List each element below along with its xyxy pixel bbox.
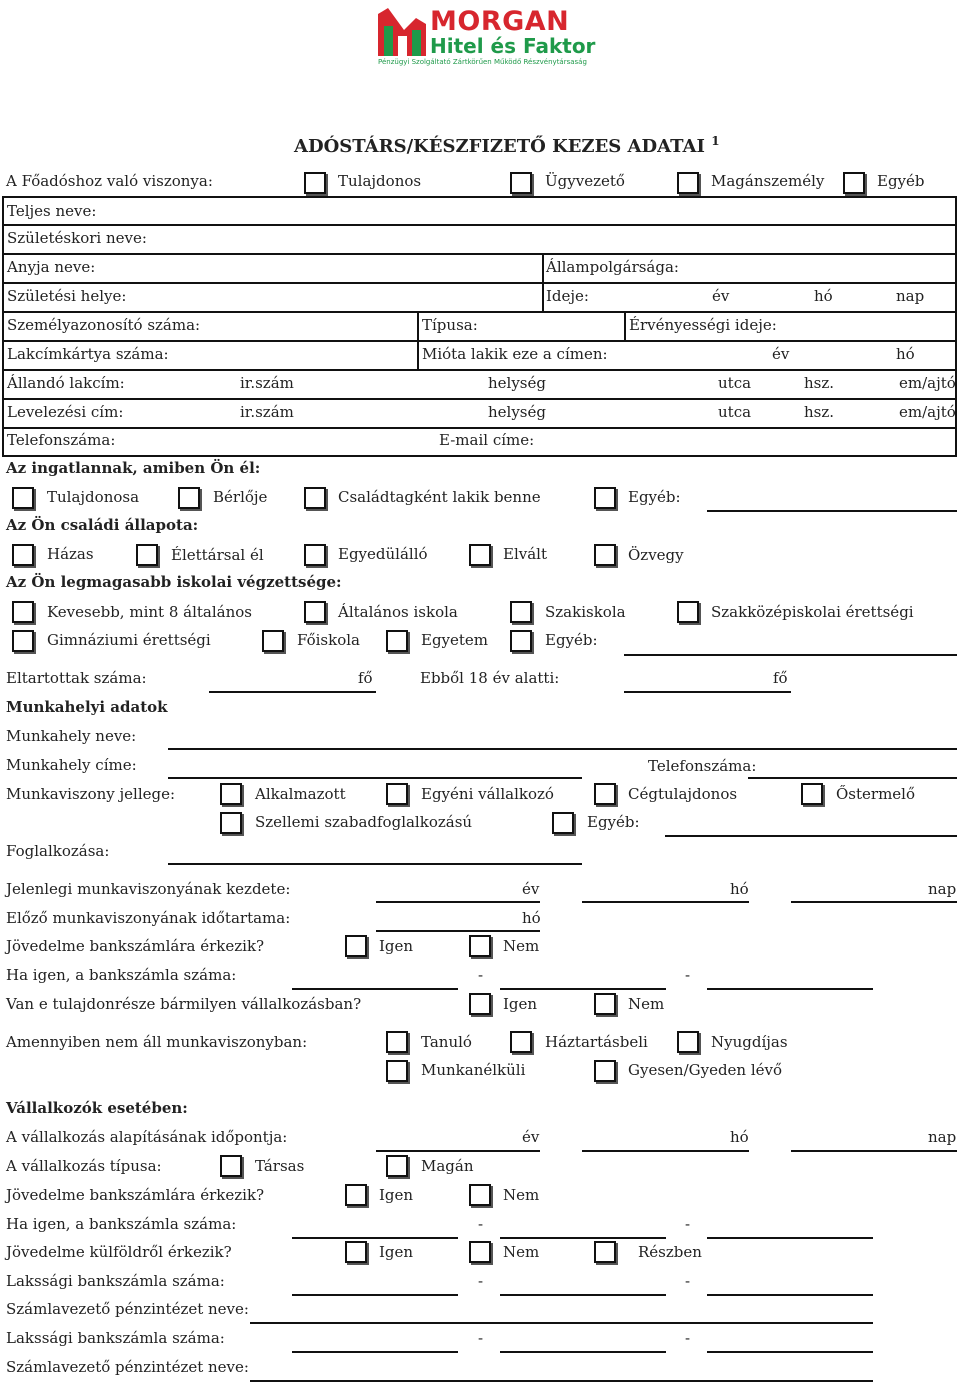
founded-month-line[interactable] [582,1150,749,1152]
previous-work-unit: hó [522,909,541,927]
work-bank-number-label: Ha igen, a bankszámla száma: [6,966,237,984]
dependents-label: Eltartottak száma: [6,669,147,687]
marital-option-label: Élettársal él [171,546,264,564]
education-checkbox-egyeb[interactable] [510,630,532,652]
nowork-checkbox-nyugdijas[interactable] [677,1031,699,1053]
form-title-text: ADÓSTÁRS/KÉSZFIZETŐ KEZES ADATAI [294,136,705,157]
education-heading: Az Ön legmagasabb iskolai végzettsége: [6,573,342,591]
zip-unit: ir.szám [240,403,294,421]
work-type-option-label: Őstermelő [836,785,915,803]
id-type-label: Típusa: [422,316,478,334]
education-other-line[interactable] [624,654,957,656]
property-other-line[interactable] [707,510,957,512]
ent-bank-number-dash-2: - [685,1215,691,1233]
work-bank-income-no-label: Nem [503,937,540,955]
work-phone-label: Telefonszáma: [648,757,757,775]
floor-door-unit: em/ajtó [899,403,956,421]
relation-option-label: Tulajdonos [338,172,422,190]
foreign-income-yes-checkbox[interactable] [345,1241,367,1263]
founded-label: A vállalkozás alapításának időpontja: [6,1128,288,1146]
phone-label: Telefonszáma: [7,431,116,449]
education-checkbox-less8[interactable] [12,601,34,623]
retail-account-2-line-2[interactable] [500,1351,666,1353]
full-name-label: Teljes neve: [7,202,97,220]
property-checkbox-csaladtag[interactable] [304,487,326,509]
floor-door-unit: em/ajtó [899,374,956,392]
work-type-option-label: Egyéb: [587,813,640,831]
occupation-label: Foglalkozása: [6,842,110,860]
logo-bars-icon [376,6,428,58]
birth-name-label: Születéskori neve: [7,229,147,247]
logo-subtitle: Hitel és Faktor [430,34,596,58]
form-title [294,134,720,157]
founded-month-unit: hó [730,1128,749,1146]
work-start-year-line[interactable] [376,901,540,903]
foreign-income-no-label: Nem [503,1243,540,1261]
marital-checkbox-egyedulallo[interactable] [304,544,326,566]
foreign-income-yes-label: Igen [379,1243,414,1261]
marital-option-label: Elvált [503,545,547,563]
education-checkbox-altalanos[interactable] [304,601,326,623]
nowork-checkbox-gyes[interactable] [594,1060,616,1082]
relation-option-label: Magánszemély [711,172,825,190]
retail-account-dash-1: - [478,1272,484,1290]
living-since-label: Mióta lakik eze a címen: [422,345,608,363]
occupation-line[interactable] [168,863,582,865]
ent-bank-income-yes-checkbox[interactable] [345,1184,367,1206]
property-option-label: Bérlője [213,488,268,506]
work-type-checkbox-alkalmazott[interactable] [220,783,242,805]
education-option-label: Szakiskola [545,603,626,621]
birth-date-label: Ideje: [546,287,589,305]
dependents-line[interactable] [209,691,376,693]
ent-bank-number-dash-1: - [478,1215,484,1233]
work-bank-income-no-checkbox[interactable] [469,935,491,957]
retail-account-2-dash-1: - [478,1329,484,1347]
work-start-label: Jelenlegi munkaviszonyának kezdete: [6,880,291,898]
marital-heading: Az Ön családi állapota: [6,516,199,534]
retail-account-label: Lakssági bankszámla száma: [6,1272,225,1290]
id-number-label: Személyazonosító száma: [7,316,201,334]
work-type-checkbox-ostermelo[interactable] [801,783,823,805]
relation-option-label: Egyéb [877,172,925,190]
permanent-address-label: Állandó lakcím: [7,374,125,392]
foreign-income-no-checkbox[interactable] [469,1241,491,1263]
marital-option-label: Özvegy [628,546,684,564]
ent-bank-income-no-checkbox[interactable] [469,1184,491,1206]
birth-day-unit: nap [896,287,925,305]
row-birth-name[interactable] [2,226,957,255]
education-option-label: Egyéb: [545,631,598,649]
work-start-day-line[interactable] [791,901,957,903]
work-type-checkbox-egyeb[interactable] [552,812,574,834]
living-since-month-unit: hó [896,345,915,363]
work-start-month-unit: hó [730,880,749,898]
education-checkbox-foiskola[interactable] [262,630,284,652]
row-address-card[interactable] [2,342,957,371]
founded-year-unit: év [522,1128,540,1146]
property-option-label: Tulajdonosa [47,488,140,506]
retail-account-2-line-1[interactable] [292,1351,458,1353]
work-type-option-label: Cégtulajdonos [628,785,738,803]
dependents-unit: fő [358,669,373,687]
ent-bank-number-line-2[interactable] [500,1237,666,1239]
nowork-checkbox-tanulo[interactable] [386,1031,408,1053]
row-permanent-address[interactable] [2,371,957,400]
street-unit: utca [718,374,752,392]
mail-address-label: Levelezési cím: [7,403,124,421]
foreign-income-label: Jövedelme külföldről érkezik? [6,1243,232,1261]
mother-name-label: Anyja neve: [7,258,96,276]
retail-account-dash-2: - [685,1272,691,1290]
row-mother-name[interactable] [2,255,957,284]
education-checkbox-szakkozep[interactable] [677,601,699,623]
bank-name-2-label: Számlavezető pénzintézet neve: [6,1358,249,1376]
previous-work-line[interactable] [376,930,540,932]
work-type-checkbox-szellemi[interactable] [220,812,242,834]
work-bank-number-dash-1: - [478,966,484,984]
company-type-option-label: Magán [421,1157,474,1175]
retail-account-line-2[interactable] [500,1294,666,1296]
work-name-label: Munkahely neve: [6,727,137,745]
form-title-footnote: 1 [711,134,720,148]
entrepreneur-heading: Vállalkozók esetében: [6,1099,188,1117]
education-option-label: Szakközépiskolai érettségi [711,603,914,621]
education-option-label: Általános iskola [338,603,458,621]
work-type-checkbox-egyeni[interactable] [386,783,408,805]
under18-unit: fő [773,669,788,687]
ent-bank-income-no-label: Nem [503,1186,540,1204]
work-bank-number-line-2[interactable] [500,988,666,990]
work-type-option-label: Egyéni vállalkozó [421,785,554,803]
ownership-yes-label: Igen [503,995,538,1013]
zip-unit: ir.szám [240,374,294,392]
living-since-year-unit: év [772,345,790,363]
work-type-option-label: Szellemi szabadfoglalkozású [255,813,473,831]
work-type-option-label: Alkalmazott [255,785,346,803]
ent-bank-number-label: Ha igen, a bankszámla száma: [6,1215,237,1233]
work-bank-income-yes-label: Igen [379,937,414,955]
ent-bank-number-line-1[interactable] [292,1237,458,1239]
work-address-line[interactable] [168,777,582,779]
work-bank-income-label: Jövedelme bankszámlára érkezik? [6,937,265,955]
logo-tagline: Pénzügyi Szolgáltató Zártkörűen Működő Részvénytársaság [378,58,587,66]
city-unit: helység [488,403,546,421]
property-option-label: Egyéb: [628,488,681,506]
work-name-line[interactable] [168,748,957,750]
property-option-label: Családtagként lakik benne [338,488,541,506]
work-start-month-line[interactable] [582,901,749,903]
row-id-number[interactable] [2,313,957,342]
bank-name-line[interactable] [250,1322,873,1324]
work-phone-line[interactable] [748,777,957,779]
row-phone-email[interactable] [2,429,957,457]
bank-name-label: Számlavezető pénzintézet neve: [6,1300,249,1318]
nowork-option-label: Nyugdíjas [711,1033,788,1051]
marital-option-label: Házas [47,545,94,563]
work-address-label: Munkahely címe: [6,756,137,774]
founded-day-line[interactable] [791,1150,957,1152]
work-heading: Munkahelyi adatok [6,698,168,716]
nowork-option-label: Háztartásbeli [545,1033,648,1051]
id-valid-label: Érvényességi ideje: [629,316,777,334]
nowork-option-label: Munkanélküli [421,1061,526,1079]
retail-account-2-dash-2: - [685,1329,691,1347]
education-option-label: Egyetem [421,631,489,649]
relation-checkbox-ugyvezeto[interactable] [510,172,532,194]
work-start-day-unit: nap [928,880,957,898]
row-mail-address[interactable] [2,400,957,429]
work-bank-number-dash-2: - [685,966,691,984]
education-option-label: Kevesebb, mint 8 általános [47,603,252,621]
birth-year-unit: év [712,287,730,305]
nowork-option-label: Tanuló [421,1033,472,1051]
row-birth-place[interactable] [2,284,957,313]
under18-line[interactable] [624,691,791,693]
work-bank-income-yes-checkbox[interactable] [345,935,367,957]
ent-bank-income-label: Jövedelme bankszámlára érkezik? [6,1186,265,1204]
retail-account-2-line-3[interactable] [707,1351,873,1353]
logo-name: MORGAN [430,6,570,37]
previous-work-label: Előző munkaviszonyának időtartama: [6,909,291,927]
foreign-income-partly-label: Részben [638,1243,702,1261]
work-bank-number-line-3[interactable] [707,988,873,990]
education-option-label: Gimnáziumi érettségi [47,631,211,649]
work-type-checkbox-cegtulajdonos[interactable] [594,783,616,805]
property-checkbox-berloje[interactable] [178,487,200,509]
birth-month-unit: hó [814,287,833,305]
company-type-option-label: Társas [255,1157,305,1175]
relation-checkbox-maganszemely[interactable] [677,172,699,194]
retail-account-line-1[interactable] [292,1294,458,1296]
work-type-other-line[interactable] [665,835,957,837]
marital-checkbox-ozvegy[interactable] [594,544,616,566]
property-checkbox-egyeb[interactable] [594,487,616,509]
education-checkbox-egyetem[interactable] [386,630,408,652]
address-card-label: Lakcímkártya száma: [7,345,169,363]
founded-day-unit: nap [928,1128,957,1146]
foreign-income-partly-checkbox[interactable] [594,1241,616,1263]
company-type-label: A vállalkozás típusa: [6,1157,162,1175]
company-type-checkbox-magan[interactable] [386,1155,408,1177]
education-checkbox-szakiskola[interactable] [510,601,532,623]
ownership-no-label: Nem [628,995,665,1013]
citizenship-label: Állampolgársága: [546,258,679,276]
birth-place-label: Születési helye: [7,287,127,305]
nowork-checkbox-munkanelkuli[interactable] [386,1060,408,1082]
property-checkbox-tulajdonosa[interactable] [12,487,34,509]
founded-year-line[interactable] [376,1150,540,1152]
marital-checkbox-elvalt[interactable] [469,544,491,566]
nowork-label: Amennyiben nem áll munkaviszonyban: [6,1033,308,1051]
ownership-yes-checkbox[interactable] [469,993,491,1015]
retail-account-2-label: Lakssági bankszámla száma: [6,1329,225,1347]
work-bank-number-line-1[interactable] [292,988,458,990]
ownership-label: Van e tulajdonrésze bármilyen vállalkozásban? [6,995,362,1013]
under18-label: Ebből 18 év alatti: [420,669,560,687]
email-label: E-mail címe: [439,431,535,449]
property-heading: Az ingatlannak, amiben Ön él: [6,459,261,477]
work-type-label: Munkaviszony jellege: [6,785,176,803]
marital-option-label: Egyedülálló [338,545,428,563]
ownership-no-checkbox[interactable] [594,993,616,1015]
company-type-checkbox-tarsas[interactable] [220,1155,242,1177]
relation-option-label: Ügyvezető [545,172,625,190]
work-start-year-unit: év [522,880,540,898]
marital-checkbox-elettars[interactable] [136,544,158,566]
retail-account-line-3[interactable] [707,1294,873,1296]
relation-label: A Főadóshoz való viszonya: [6,172,213,190]
ent-bank-number-line-3[interactable] [707,1237,873,1239]
relation-checkbox-egyeb[interactable] [843,172,865,194]
house-number-unit: hsz. [804,374,835,392]
education-checkbox-gimnazium[interactable] [12,630,34,652]
row-full-name[interactable] [2,196,957,226]
education-option-label: Főiskola [297,631,360,649]
ent-bank-income-yes-label: Igen [379,1186,414,1204]
marital-checkbox-hazas[interactable] [12,544,34,566]
city-unit: helység [488,374,546,392]
bank-name-2-line[interactable] [250,1380,873,1382]
relation-checkbox-tulajdonos[interactable] [304,172,326,194]
house-number-unit: hsz. [804,403,835,421]
nowork-option-label: Gyesen/Gyeden lévő [628,1061,783,1079]
street-unit: utca [718,403,752,421]
nowork-checkbox-haztartasbeli[interactable] [510,1031,532,1053]
